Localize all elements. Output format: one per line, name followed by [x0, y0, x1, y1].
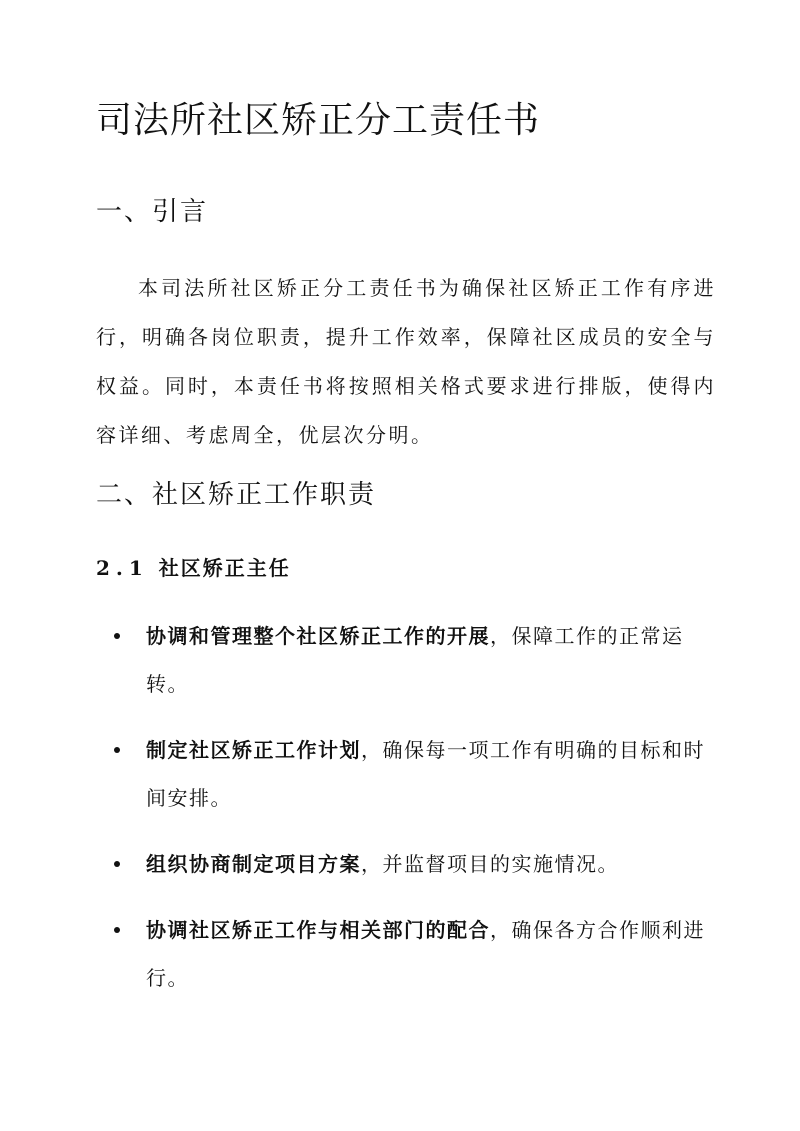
list-item-emphasis: 组织协商制定项目方案	[146, 852, 361, 876]
bullet-icon	[114, 861, 120, 867]
director-duties-list	[110, 612, 710, 1020]
introduction-paragraph: 本司法所社区矫正分工责任书为确保社区矫正工作有序进行，明确各岗位职责，提升工作效率，保障社区成员的安全与权益。同时，本责任书将按照相关格式要求进行排版，使得内容详细、考虑周全，优层次分明。	[96, 276, 716, 447]
list-item	[110, 840, 710, 888]
list-item-emphasis: 制定社区矫正工作计划	[146, 738, 361, 762]
section-heading-introduction: 一、引言	[96, 197, 209, 227]
list-item-text: ，保障工作的正常运转。	[146, 624, 684, 696]
bullet-icon	[114, 927, 120, 933]
list-item-text: ，确保各方合作顺利进行。	[146, 918, 705, 990]
list-item-emphasis: 协调和管理整个社区矫正工作的开展	[146, 624, 490, 648]
bullet-icon	[114, 633, 120, 639]
list-item-emphasis: 协调社区矫正工作与相关部门的配合	[146, 918, 490, 942]
list-item	[110, 612, 710, 708]
document-title: 司法所社区矫正分工责任书	[96, 100, 541, 141]
subsection-number: 2.1	[96, 556, 149, 580]
bullet-icon	[114, 747, 120, 753]
list-item	[110, 726, 710, 822]
list-item-text: ，并监督项目的实施情况。	[361, 852, 619, 876]
subsection-title: 社区矫正主任	[158, 556, 291, 580]
subsection-heading-director	[96, 553, 291, 583]
list-item	[110, 906, 710, 1002]
list-item-text: ，确保每一项工作有明确的目标和时间安排。	[146, 738, 705, 810]
section-heading-duties: 二、社区矫正工作职责	[96, 480, 377, 510]
